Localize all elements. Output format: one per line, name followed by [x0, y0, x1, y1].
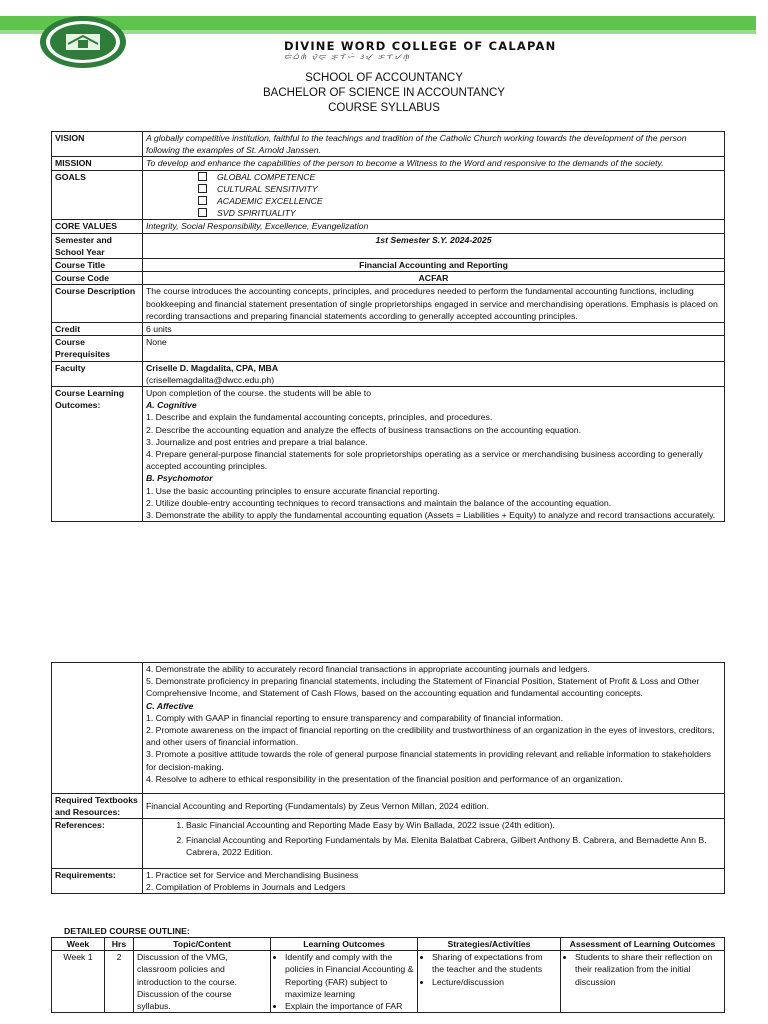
course-code-row [52, 272, 725, 285]
strategy-item: • Sharing of expectations from the teacher and the students [432, 951, 557, 975]
faculty-cell [143, 361, 725, 386]
course-outline-table [51, 937, 725, 1013]
goals-row [52, 170, 725, 220]
cognitive-item: 4. Prepare general-purpose financial statements for sole proprietorships operating as a service or merchandising business according to generally accepted accounting principles. [146, 449, 703, 472]
faculty-email: (crisellemagdalita@dwcc.edu.ph) [146, 374, 275, 385]
clo-label: Course Learning Outcomes: [52, 387, 143, 522]
outcome-item: • Explain the importance of FAR [285, 1000, 414, 1012]
goals-list [143, 170, 725, 220]
references-row [52, 819, 725, 869]
checkbox-icon [198, 172, 207, 181]
psychomotor-item: 2. Utilize double-entry accounting techniques to record transactions and maintain the balance of the accounting equation. [146, 497, 612, 508]
prerequisites-row [52, 336, 725, 361]
header-assessment: Assessment of Learning Outcomes [561, 938, 725, 951]
syllabus-table [51, 131, 725, 522]
outcome-item: • Identify and comply with the policies in Financial Accounting & Reporting (FAR) subject to maximize learning [285, 951, 414, 1000]
assessment-cell [561, 951, 725, 1013]
outcomes-cell [271, 951, 418, 1013]
vision-text: A globally competitive institution, faithful to the teachings and tradition of the Catholic Church working towards the development of the person following the examples of St. Arnold Janssen. [143, 132, 725, 157]
psychomotor-item: 3. Demonstrate the ability to apply the fundamental accounting equation (Assets = Liabilities + Equity) to analyze and record transactions accurately. [146, 510, 716, 521]
mission-row [52, 157, 725, 170]
college-name-baybayin: ᜇᜒᜊᜒᜈᜒ ᜏᜓᜇ᜔ ᜃᜓᜎᜒᜑᜒ ᜂᜉ᜔ ᜃᜎᜉᜈ᜔ [284, 53, 411, 61]
mission-text: To develop and enhance the capabilities of the person to become a Witness to the Word and responsive to the demands of the society. [143, 157, 725, 170]
course-code-label: Course Code [52, 272, 143, 285]
semester-text: 1st Semester S.Y. 2024-2025 [143, 233, 725, 258]
core-values-row [52, 220, 725, 233]
psychomotor-item: 1. Use the basic accounting principles to ensure accurate financial reporting. [146, 485, 440, 496]
clo-continued-row [52, 663, 725, 794]
course-title-text: Financial Accounting and Reporting [143, 259, 725, 272]
psychomotor-heading: B. Psychomotor [146, 473, 213, 484]
prerequisites-label: Course Prerequisites [52, 336, 143, 361]
outline-header-row [52, 938, 725, 951]
college-seal-logo [38, 14, 128, 70]
faculty-row [52, 361, 725, 386]
textbooks-label: Required Textbooks and Resources: [52, 794, 143, 819]
requirements-label: Requirements: [52, 869, 143, 894]
assessment-item: • Students to share their reflection on their realization from the initial discussion [575, 951, 721, 988]
course-outline-title: DETAILED COURSE OUTLINE: [64, 926, 190, 936]
affective-item: 2. Promote awareness on the impact of financial reporting on the credibility and trustworthiness of an organization in the eyes of investors, creditors, and other users of financial information. [146, 725, 715, 748]
header-hrs: Hrs [105, 938, 134, 951]
goal-item: ACADEMIC EXCELLENCE [146, 195, 721, 207]
course-description-text: The course introduces the accounting concepts, principles, and procedures needed to perform the fundamental accounting functions, including bookkeeping and financial statement presentation of single proprietorships engaged in service and merchandising operations. Emphasis is placed on recording transactions and preparing financial statements according to generally accepted accounting principles. [143, 285, 725, 323]
header-week: Week [52, 938, 105, 951]
syllabus-table-continued [51, 662, 725, 894]
affective-heading: C. Affective [146, 700, 194, 711]
spacer [146, 785, 721, 793]
mission-label: MISSION [52, 157, 143, 170]
header-learning-outcomes: Learning Outcomes [271, 938, 418, 951]
document-titles [0, 71, 768, 116]
credit-text: 6 units [143, 323, 725, 336]
semester-row [52, 233, 725, 258]
affective-item: 1. Comply with GAAP in financial reporting to ensure transparency and comparability of financial information. [146, 712, 564, 723]
strategy-item: • Lecture/discussion [432, 976, 557, 988]
references-label: References: [52, 819, 143, 869]
references-cell [143, 819, 725, 869]
faculty-name: Criselle D. Magdalita, CPA, MBA [146, 362, 279, 373]
checkbox-icon [198, 184, 207, 193]
requirements-row [52, 869, 725, 894]
clo-cell [143, 387, 725, 522]
topic-cell: Discussion of the VMG, classroom policies and introduction to the course. Discussion of the course syllabus. [134, 951, 271, 1013]
outline-row-week1 [52, 951, 725, 1013]
program-title: BACHELOR OF SCIENCE IN ACCOUNTANCY [263, 87, 505, 99]
textbook-text: Financial Accounting and Reporting (Fundamentals) by Zeus Vernon Millan, 2024 edition. [143, 794, 725, 819]
requirements-cell [143, 869, 725, 894]
textbooks-row [52, 794, 725, 819]
psychomotor-item: 5. Demonstrate proficiency in preparing financial statements, including the Statement of Financial Position, Statement of Profit & Loss and Other Comprehensive Income, and Statement of Cash Flows, based on the accounting equation and fundamental accounting concepts. [146, 676, 700, 699]
psychomotor-item: 4. Demonstrate the ability to accurately record financial transactions in appropriate accounting journals and ledgers. [146, 664, 590, 674]
clo-continued-cell [143, 663, 725, 794]
course-description-row [52, 285, 725, 323]
faculty-label: Faculty [52, 361, 143, 386]
checkbox-icon [198, 196, 207, 205]
goals-label: GOALS [52, 170, 143, 220]
core-values-label: CORE VALUES [52, 220, 143, 233]
syllabus-title: COURSE SYLLABUS [328, 102, 440, 114]
course-title-row [52, 259, 725, 272]
core-values-text: Integrity, Social Responsibility, Excellence, Evangelization [143, 220, 725, 233]
reference-item: 1. Basic Financial Accounting and Reporting Made Easy by Win Ballada, 2022 issue (24th edition). [186, 819, 721, 831]
header-strategies: Strategies/Activities [418, 938, 561, 951]
semester-label: Semester and School Year [52, 233, 143, 258]
affective-item: 4. Resolve to adhere to ethical responsibility in the presentation of the financial position and performance of an organization. [146, 773, 623, 784]
goal-item: CULTURAL SENSITIVITY [146, 183, 721, 195]
strategies-cell [418, 951, 561, 1013]
affective-item: 3. Promote a positive attitude towards the role of general purpose financial statements in providing relevant and reliable information to stakeholders for decision-making. [146, 749, 712, 772]
vision-row [52, 132, 725, 157]
course-description-label: Course Description [52, 285, 143, 323]
goal-item: GLOBAL COMPETENCE [146, 171, 721, 183]
school-title: SCHOOL OF ACCOUNTANCY [305, 72, 463, 84]
cognitive-item: 3. Journalize and post entries and prepare a trial balance. [146, 436, 368, 447]
cognitive-item: 2. Describe the accounting equation and analyze the effects of business transactions on the accounting equation. [146, 424, 581, 435]
college-name: DIVINE WORD COLLEGE OF CALAPAN [284, 39, 557, 53]
vision-label: VISION [52, 132, 143, 157]
course-code-text: ACFAR [143, 272, 725, 285]
week-cell: Week 1 [52, 951, 105, 1013]
hrs-cell: 2 [105, 951, 134, 1013]
empty-label-cell [52, 663, 143, 794]
header-topic: Topic/Content [134, 938, 271, 951]
reference-item: 2. Financial Accounting and Reporting Fundamentals by Ma. Elenita Balatbat Cabrera, Gilbert Anthony B. Cabrera, and Bernadette Ann B. Cabrera, 2022 Edition. [186, 834, 721, 858]
requirement-item: 2. Compilation of Problems in Journals and Ledgers [146, 882, 346, 893]
credit-row [52, 323, 725, 336]
credit-label: Credit [52, 323, 143, 336]
checkbox-icon [198, 208, 207, 217]
clo-intro: Upon completion of the course. the students will be able to [146, 388, 372, 399]
course-title-label: Course Title [52, 259, 143, 272]
cognitive-heading: A. Cognitive [146, 400, 197, 411]
prerequisites-text: None [143, 336, 725, 361]
cognitive-item: 1. Describe and explain the fundamental accounting concepts, principles, and procedures. [146, 412, 493, 423]
requirement-item: 1. Practice set for Service and Merchandising Business [146, 870, 359, 881]
goal-item: SVD SPIRITUALITY [146, 207, 721, 219]
clo-row [52, 387, 725, 522]
